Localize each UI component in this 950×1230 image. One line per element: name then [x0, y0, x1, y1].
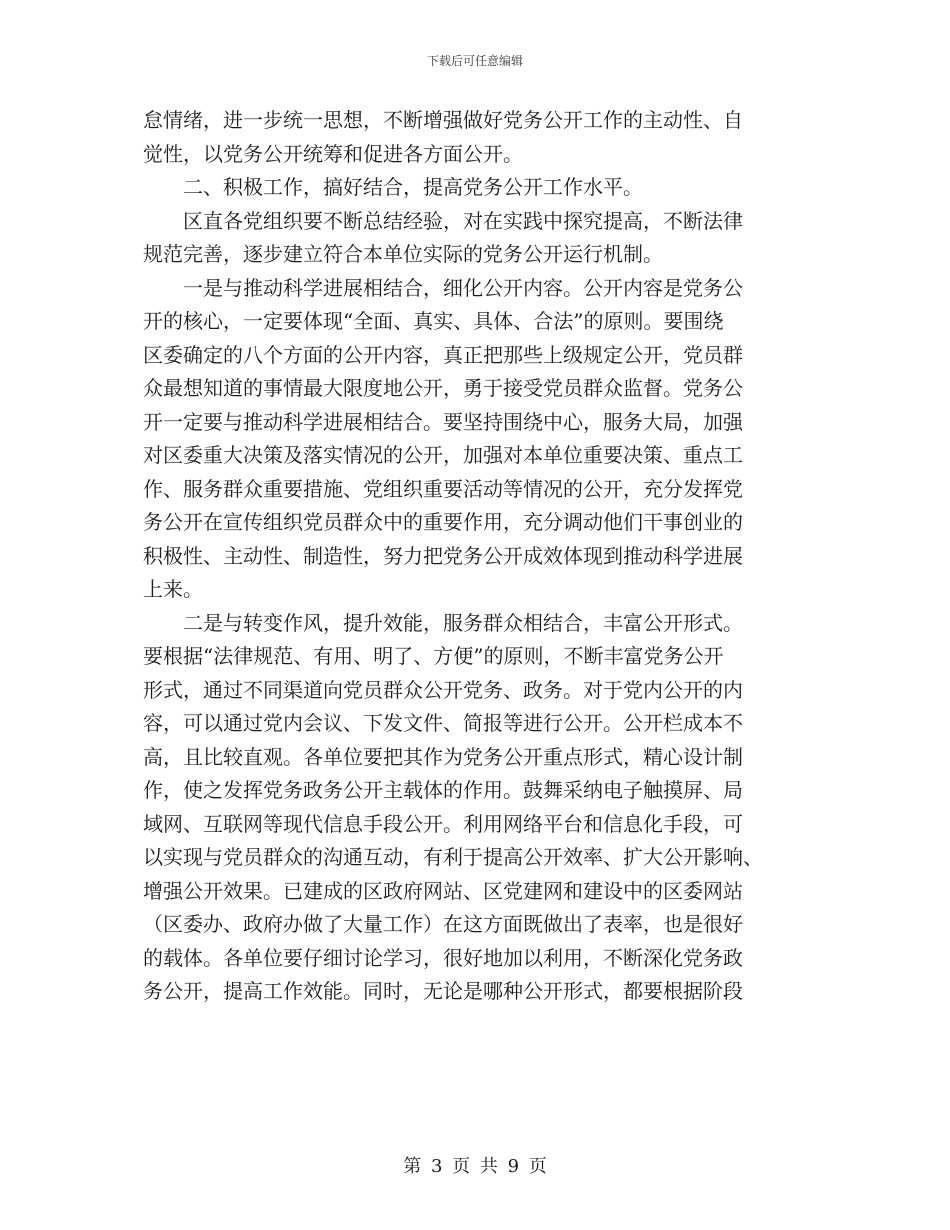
text-line: 作、服务群众重要措施、党组织重要活动等情况的公开，充分发挥党 [143, 476, 743, 501]
text-line: 上来。 [143, 577, 203, 601]
text-line: 形式，通过不同渠道向党员群众公开党务、政务。对于党内公开的内 [143, 677, 743, 702]
text-line: 怠情绪，进一步统一思想，不断增强做好党务公开工作的主动性、自 [143, 108, 743, 132]
text-line: 域网、互联网等现代信息手段公开。利用网络平台和信息化手段，可 [143, 811, 743, 836]
text-line: 容，可以通过党内会议、下发文件、简报等进行公开。公开栏成本不 [143, 711, 743, 735]
text-line: 务公开在宣传组织党员群众中的重要作用，充分调动他们干事创业的 [143, 510, 743, 534]
text-line: 高，且比较直观。各单位要把其作为党务公开重点形式，精心设计制 [143, 744, 743, 769]
text-line: 作，使之发挥党务政务公开主载体的作用。鼓舞采纳电子触摸屏、局 [143, 778, 743, 802]
text-line: 觉性，以党务公开统筹和促进各方面公开。 [143, 141, 523, 166]
text-line: 二是与转变作风，提升效能，服务群众相结合，丰富公开形式。 [183, 610, 743, 635]
text-line: 区委确定的八个方面的公开内容，真正把那些上级规定公开，党员群 [143, 342, 743, 367]
text-line: 众最想知道的事情最大限度地公开，勇于接受党员群众监督。党务公 [143, 376, 743, 400]
text-line: 以实现与党员群众的沟通互动，有利于提高公开效率、扩大公开影响、 [143, 845, 763, 869]
page-number-footer: 第 3 页 共 9 页 [403, 1156, 547, 1177]
text-line: 对区委重大决策及落实情况的公开，加强对本单位重要决策、重点工 [143, 443, 743, 467]
text-line: 二、积极工作，搞好结合，提高党务公开工作水平。 [183, 175, 643, 199]
text-line: 要根据“法律规范、有用、明了、方便”的原则，不断丰富党务公开 [143, 644, 724, 668]
text-line: 的载体。各单位要仔细讨论学习，很好地加以利用，不断深化党务政 [143, 945, 743, 970]
text-line: 增强公开效果。已建成的区政府网站、区党建网和建设中的区委网站 [143, 878, 743, 903]
text-line: 开一定要与推动科学进展相结合。要坚持围绕中心，服务大局，加强 [143, 409, 743, 434]
text-line: 开的核心，一定要体现“全面、真实、具体、合法”的原则。要围绕 [143, 309, 724, 333]
page-header: 下载后可任意编辑 [426, 54, 523, 68]
text-line: 务公开，提高工作效能。同时，无论是哪种公开形式，都要根据阶段 [143, 979, 743, 1003]
document-body [143, 104, 809, 1009]
text-line: 区直各党组织要不断总结经验，对在实践中探究提高，不断法律 [183, 208, 743, 233]
text-line: （区委办、政府办做了大量工作）在这方面既做出了表率，也是很好 [143, 912, 743, 936]
text-line: 积极性、主动性、制造性，努力把党务公开成效体现到推动科学进展 [143, 543, 743, 568]
text-line: 规范完善，逐步建立符合本单位实际的党务公开运行机制。 [143, 242, 663, 266]
text-line: 一是与推动科学进展相结合，细化公开内容。公开内容是党务公 [183, 275, 743, 300]
